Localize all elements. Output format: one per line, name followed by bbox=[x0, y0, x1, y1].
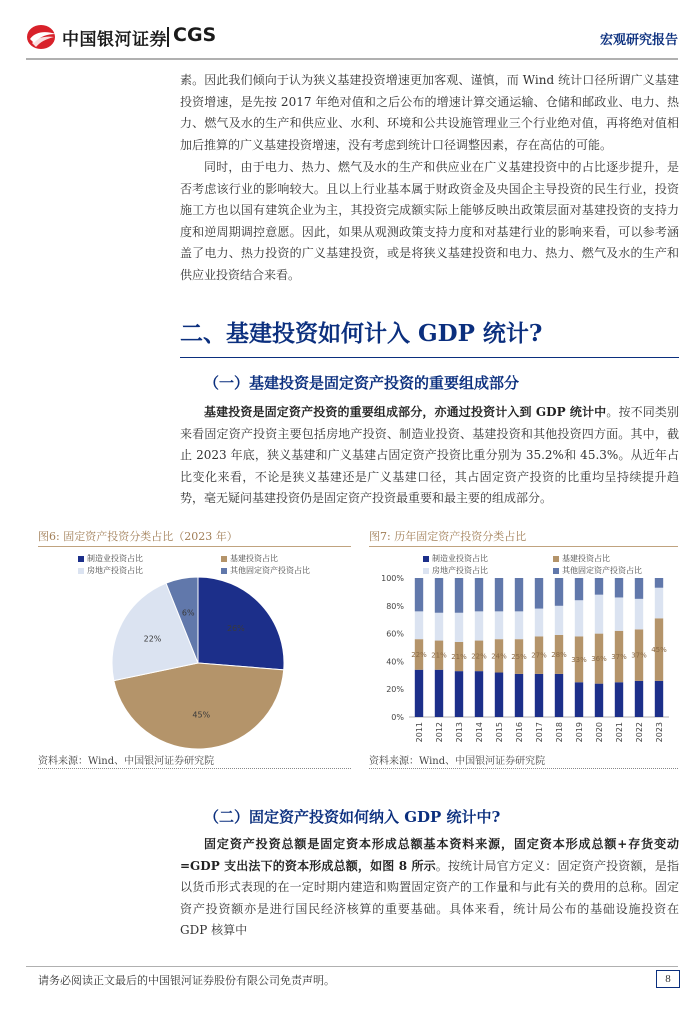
bar-data-label: 37% bbox=[631, 651, 647, 660]
logo-text-en: CGS bbox=[173, 24, 217, 46]
legend-swatch bbox=[553, 556, 559, 562]
bar-segment bbox=[415, 611, 423, 639]
logo-text-cn: 中国银河证券 bbox=[62, 30, 167, 50]
subsection-1-paragraph bbox=[180, 402, 679, 510]
y-tick-label: 20% bbox=[386, 685, 404, 695]
bar-segment bbox=[535, 609, 543, 637]
bar-segment bbox=[655, 681, 663, 717]
legend-label: 房地产投资占比 bbox=[432, 566, 488, 575]
bar-segment bbox=[555, 606, 563, 635]
bar-segment bbox=[575, 578, 583, 600]
fig7-title-rule bbox=[369, 546, 678, 547]
bar-segment bbox=[455, 613, 463, 642]
legend-label: 基建投资占比 bbox=[562, 554, 610, 563]
fig6-source: 资料来源：Wind、中国银河证券研究院 bbox=[38, 756, 215, 767]
cgs-logo-icon bbox=[26, 23, 58, 51]
bar-segment bbox=[635, 578, 643, 599]
fig6-title-rule bbox=[38, 546, 351, 547]
bar-segment bbox=[655, 578, 663, 588]
subsection-title-1: （一）基建投资是固定资产投资的重要组成部分 bbox=[204, 374, 520, 392]
page-number: 8 bbox=[656, 970, 680, 988]
bar-segment bbox=[475, 578, 483, 611]
footer-disclaimer: 请务必阅读正文最后的中国银河证券股份有限公司免责声明。 bbox=[38, 974, 335, 987]
legend-label: 制造业投资占比 bbox=[432, 554, 488, 563]
fig6-legend-item bbox=[221, 553, 278, 564]
bar-segment bbox=[575, 600, 583, 636]
x-tick-label: 2022 bbox=[635, 722, 644, 743]
fig6-pie-chart bbox=[100, 573, 300, 753]
x-tick-label: 2023 bbox=[655, 722, 664, 743]
x-tick-label: 2021 bbox=[615, 722, 624, 743]
bar-segment bbox=[555, 578, 563, 606]
pie-data-label: 45% bbox=[192, 710, 211, 720]
y-tick-label: 0% bbox=[391, 713, 404, 722]
pie-data-label: 22% bbox=[143, 634, 162, 644]
legend-label: 其他固定资产投资占比 bbox=[562, 566, 642, 575]
pie-slice bbox=[114, 663, 284, 749]
legend-swatch bbox=[78, 568, 84, 574]
bar-segment bbox=[595, 684, 603, 717]
bar-segment bbox=[615, 578, 623, 597]
bar-data-label: 28% bbox=[551, 650, 567, 659]
bar-segment bbox=[595, 578, 603, 595]
bar-data-label: 25% bbox=[511, 653, 527, 662]
fig6-legend-item bbox=[78, 553, 143, 564]
bar-data-label: 27% bbox=[531, 651, 547, 660]
bar-segment bbox=[555, 674, 563, 717]
y-tick-label: 60% bbox=[386, 629, 404, 639]
bar-segment bbox=[515, 578, 523, 611]
y-tick-label: 80% bbox=[386, 601, 404, 611]
bar-segment bbox=[655, 588, 663, 619]
intro-paragraph-2: 同时，由于电力、热力、燃气及水的生产和供应业在广义基建投资中的占比逐步提升，是否考虑该行业的影响较大。且以上行业基本属于财政资金及央国企主导投资的民生行业，投资施工方也以国有建筑企业为主，其投资完成额实际上能够反映出政策层面对基建投资的支持力度和逆周期调控意愿。因此，如果从观测政策支持力度和对基建行业的影响来看，可以参考涵盖了电力、热力投资的广义基建投资，或是将狭义基建投资和电力、热力、燃气及水的生产和供应业投资结合来看。 bbox=[180, 160, 679, 282]
bar-segment bbox=[515, 611, 523, 639]
bar-data-label: 22% bbox=[471, 652, 487, 661]
bar-segment bbox=[415, 670, 423, 717]
bar-data-label: 21% bbox=[451, 653, 467, 662]
fig7-stacked-bar-chart bbox=[369, 572, 678, 752]
bar-segment bbox=[575, 682, 583, 717]
y-tick-label: 100% bbox=[381, 574, 404, 583]
legend-label: 其他固定资产投资占比 bbox=[230, 566, 310, 575]
header-rule bbox=[26, 58, 678, 60]
fig7-source: 资料来源：Wind、中国银河证券研究院 bbox=[369, 756, 546, 767]
section-title: 二、基建投资如何计入 GDP 统计? bbox=[180, 320, 543, 347]
x-tick-label: 2013 bbox=[455, 722, 464, 743]
bar-segment bbox=[615, 682, 623, 717]
subsection-2-paragraph bbox=[180, 834, 679, 942]
x-tick-label: 2019 bbox=[575, 722, 584, 743]
subsection-2-body: 。按统计局官方定义：固定资产投资额，是指以货币形式表现的在一定时期内建造和购置固定资产的工作量和与此有关的费用的总称。固定资产投资额亦是进行国民经济核算的重要基础。具体来看，统计局公布的基础设施投资在 GDP 核算中 bbox=[180, 858, 679, 938]
fig6-source-rule bbox=[38, 768, 351, 769]
legend-swatch bbox=[78, 556, 84, 562]
fig7-source-rule bbox=[369, 768, 678, 769]
bar-data-label: 21% bbox=[431, 651, 447, 660]
subsection-1-lead: 基建投资是固定资产投资的重要组成部分，亦通过投资计入到 GDP 统计中 bbox=[204, 405, 607, 419]
bar-segment bbox=[635, 681, 643, 717]
fig7-legend-item bbox=[553, 553, 610, 564]
x-tick-label: 2015 bbox=[495, 722, 504, 743]
x-tick-label: 2014 bbox=[475, 722, 484, 743]
subsection-title-2: （二）固定资产投资如何纳入 GDP 统计中? bbox=[204, 808, 501, 826]
bar-segment bbox=[455, 578, 463, 613]
y-tick-label: 40% bbox=[386, 657, 404, 667]
bar-segment bbox=[495, 578, 503, 611]
bar-segment bbox=[635, 599, 643, 630]
bar-segment bbox=[495, 611, 503, 639]
x-tick-label: 2020 bbox=[595, 722, 604, 743]
subsection-1-body: 。按不同类别来看固定资产投资主要包括房地产投资、制造业投资、基建投资和其他投资四方面。其中，截止 2023 年底，狭义基建和广义基建占固定资产投资比重分别为 35.2%和 45.3%。从近年占比变化来看，不论是狭义基建还是广义基建口径，其占固定资产投资的比重均呈持续提升趋势，毫无疑问基建投资仍是固定资产投资最重要和最主要的组成部分。 bbox=[180, 405, 679, 506]
bar-segment bbox=[435, 613, 443, 641]
x-tick-label: 2012 bbox=[435, 722, 444, 743]
intro-paragraph-1: 素。因此我们倾向于认为狭义基建投资增速更加客观、谨慎，而 Wind 统计口径所谓广义基建投资增速，是先按 2017 年绝对值和之后公布的增速计算交通运输、仓储和邮政业、电力、热力、燃气及水的生产和供应业、水利、环境和公共设施管理业三个行业绝对值，再将绝对值相加后推算的广义基建投资增速，没有考虑到统计口径调整因素，存在高估的可能。 bbox=[180, 73, 679, 152]
footer-rule bbox=[26, 966, 678, 967]
pie-data-label: 6% bbox=[181, 608, 195, 618]
page-header bbox=[0, 0, 700, 64]
bar-segment bbox=[495, 673, 503, 717]
bar-segment bbox=[535, 674, 543, 717]
pie-data-label: 26% bbox=[227, 623, 245, 633]
legend-swatch bbox=[221, 556, 227, 562]
bar-segment bbox=[435, 578, 443, 613]
bar-segment bbox=[475, 671, 483, 717]
fig7-title: 图7: 历年固定资产投资分类占比 bbox=[369, 530, 527, 543]
bar-segment bbox=[435, 670, 443, 717]
legend-swatch bbox=[423, 556, 429, 562]
bar-data-label: 37% bbox=[611, 653, 627, 662]
x-tick-label: 2018 bbox=[555, 722, 564, 743]
x-tick-label: 2011 bbox=[415, 722, 424, 743]
bar-data-label: 36% bbox=[591, 655, 607, 664]
x-tick-label: 2017 bbox=[535, 722, 544, 743]
bar-segment bbox=[515, 674, 523, 717]
legend-label: 制造业投资占比 bbox=[87, 554, 143, 563]
bar-data-label: 24% bbox=[491, 652, 507, 661]
subsection-2-lead: 固定资产投资总额是固定资本形成总额基本资料来源，固定资本形成总额+存货变动=GDP 支出法下的资本形成总额，如图 8 所示 bbox=[180, 837, 679, 873]
x-tick-label: 2016 bbox=[515, 722, 524, 743]
legend-label: 基建投资占比 bbox=[230, 554, 278, 563]
bar-segment bbox=[415, 578, 423, 611]
bar-data-label: 22% bbox=[411, 650, 427, 659]
bar-data-label: 45% bbox=[651, 646, 667, 655]
fig7-legend-item bbox=[423, 553, 488, 564]
legend-label: 房地产投资占比 bbox=[87, 566, 143, 575]
bar-segment bbox=[595, 595, 603, 634]
bar-segment bbox=[475, 611, 483, 640]
bar-data-label: 33% bbox=[571, 655, 587, 664]
logo-divider bbox=[167, 27, 169, 47]
bar-segment bbox=[535, 578, 543, 609]
section-rule bbox=[180, 357, 679, 358]
report-type: 宏观研究报告 bbox=[599, 33, 678, 48]
bar-segment bbox=[455, 671, 463, 717]
fig6-title: 图6: 固定资产投资分类占比（2023 年） bbox=[38, 530, 238, 543]
bar-segment bbox=[615, 597, 623, 630]
